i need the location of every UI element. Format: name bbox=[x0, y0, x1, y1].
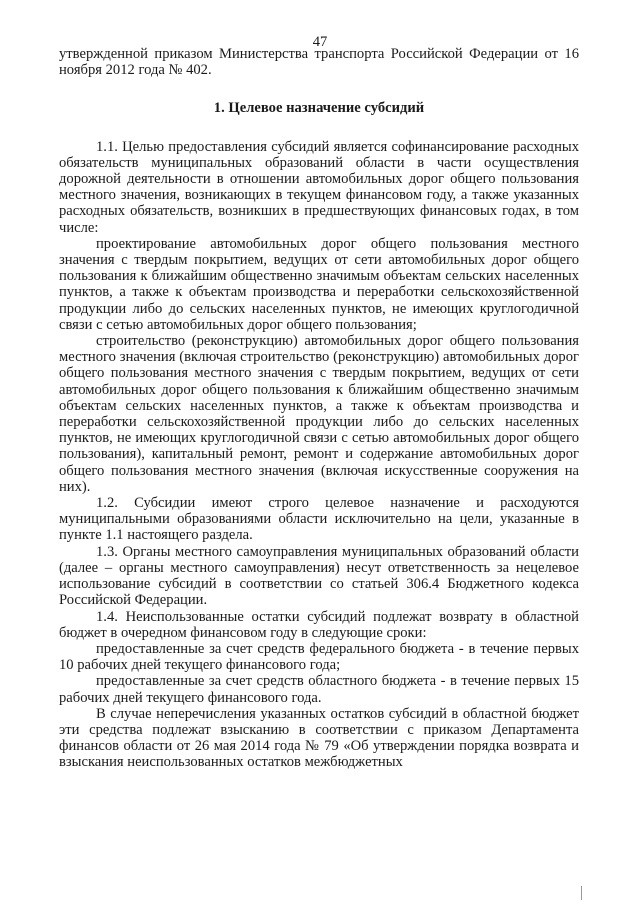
page-number: 47 bbox=[312, 34, 328, 50]
section-title: 1. Целевое назначение субсидий bbox=[213, 100, 425, 117]
paragraph-1-4: 1.4. Неиспользованные остатки субсидий подлежат возврату в областной бюджет в очередном финансовом году в следующие сроки: bbox=[59, 608, 579, 641]
paragraph-non-transfer: В случае неперечисления указанных остатков субсидий в областной бюджет эти средства подлежат взысканию в соответствии с приказом Департамента финансов области от 26 мая 2014 года № 79 «Об утверждении порядка возврата и взыскания неиспользованных остатков межбюджетных bbox=[59, 705, 579, 771]
paragraph-1-1: 1.1. Целью предоставления субсидий является софинансирование расходных обязательств муниципальных образований области в части осуществления дорожной деятельности в отношении автомобильных дорог общего пользования местного значения, возникающих в текущем финансовом году, а также указанных расходных обязательств, возникших в предшествующих финансовых годах, в том числе: bbox=[59, 138, 579, 236]
paragraph-regional-budget: предоставленные за счет средств областного бюджета - в течение первых 15 рабочих дней текущего финансового года. bbox=[59, 673, 579, 706]
paragraph-1-3: 1.3. Органы местного самоуправления муниципальных образований области (далее – органы местного самоуправления) несут ответственность за нецелевое использование субсидий в соответствии со статьей 306.4 Бюджетного кодекса Российской Федерации. bbox=[59, 543, 579, 609]
paragraph-federal-budget: предоставленные за счет средств федерального бюджета - в течение первых 10 рабочих дней текущего финансового года; bbox=[59, 640, 579, 674]
paragraph-construction: строительство (реконструкцию) автомобильных дорог общего пользования местного значения (включая строительство (реконструкцию) автомобильных дорог общего пользования местного значения с твердым покрытием, ведущих от сети автомобильных дорог общего пользования к ближайшим общественно значимым объектам сельских населенных пунктов, а также к объектам производства и переработки сельскохозяйственной продукции либо до сельских населенных пунктов, не имеющих круглогодичной связи с сетью автомобильных дорог общего пользования), капитальный ремонт, ремонт и содержание автомобильных дорог общего пользования местного значения (включая искусственные сооружения на них). bbox=[59, 333, 579, 495]
paragraph-design: проектирование автомобильных дорог общего пользования местного значения с твердым покрытием, ведущих от сети автомобильных дорог общего пользования к ближайшим общественно значимым объектам сельских населенных пунктов, а также к объектам производства и переработки сельскохозяйственной продукции либо до сельских населенных пунктов, не имеющих круглогодичной связи с сетью автомобильных дорог общего пользования; bbox=[59, 235, 579, 333]
paragraph-1-2: 1.2. Субсидии имеют строго целевое назначение и расходуются муниципальными образованиями области исключительно на цели, указанные в пункте 1.1 настоящего раздела. bbox=[59, 495, 579, 544]
intro-paragraph: утвержденной приказом Министерства транспорта Российской Федерации от 16 ноября 2012 года № 402. bbox=[59, 46, 579, 79]
scan-artifact-mark bbox=[581, 886, 586, 900]
document-body bbox=[59, 46, 579, 771]
